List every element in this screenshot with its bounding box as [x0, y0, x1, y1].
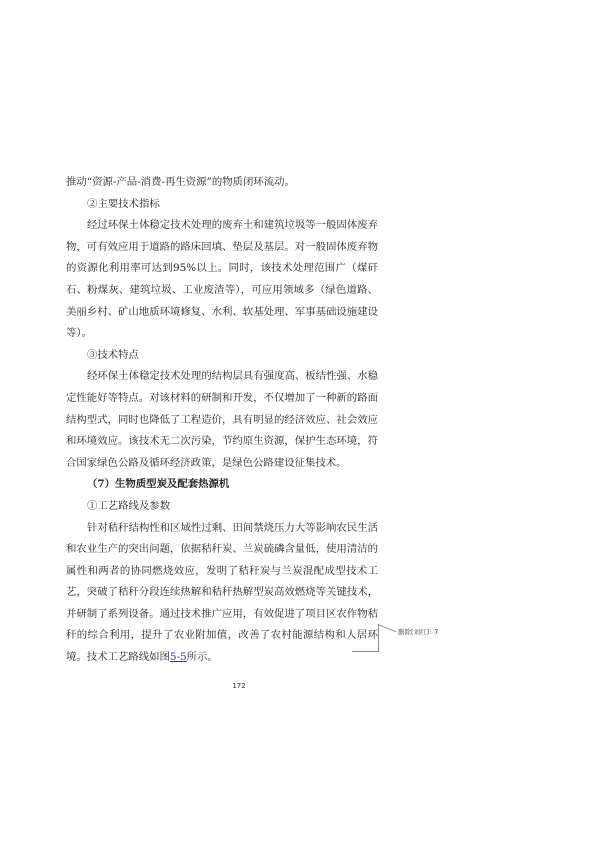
review-comment-balloon[interactable] — [398, 624, 488, 640]
body-text — [66, 172, 378, 669]
paragraph-process — [66, 518, 378, 669]
comment-connector-diagonal — [378, 624, 397, 632]
paragraph-process-end: 所示。 — [186, 651, 218, 664]
comment-connector-horizontal — [352, 651, 378, 652]
paragraph-closing-loop: 推动“资源-产品-消费-再生资源”的物质闭环流动。 — [66, 176, 295, 188]
figure-reference-link[interactable]: 5-5 — [169, 651, 187, 664]
subheading-main-indicators: ②主要技术指标 — [87, 197, 160, 210]
section-title-biomass: （7）生物质型炭及配套热源机 — [87, 478, 230, 491]
comment-label: 删除[刘红]: — [398, 628, 432, 636]
subheading-tech-features: ③技术特点 — [87, 348, 139, 361]
subheading-process-route: ①工艺路线及参数 — [87, 499, 171, 512]
paragraph-features: 经环保土体稳定技术处理的结构层具有强度高、板结性强、水稳定性能好等特点。对该材料的研制和开发，不仅增加了一种新的路面结构型式，同时也降低了工程造价，具有明显的经济效应、社会效应和环境效应。该技术无二次污染，节约原生资源，保护生态环境，符合国家绿色公路及循环经济政策，是绿色公路建设征集技术。 — [66, 370, 378, 469]
comment-value: 7 — [434, 628, 439, 636]
comment-connector-vertical — [378, 624, 379, 652]
paragraph-indicators: 经过环保土体稳定技术处理的废弃土和建筑垃圾等一般固体废弃物，可有效应用于道路的路床回填、垫层及基层。对一般固体废弃物的资源化利用率可达到95%以上。同时，该技术处理范围广（煤矸石、粉煤灰、建筑垃圾、工业废渣等），可应用领域多（绿色道路、美丽乡村、矿山地质环境修复、水利、软基处理、军事基础设施建设等）。 — [66, 219, 378, 340]
page-number: 172 — [232, 682, 246, 690]
paragraph-process-text: 针对秸秆结构性和区域性过剩、田间禁烧压力大等影响农民生活和农业生产的突出问题，依据秸秆炭、兰炭硫磷含量低，使用清洁的属性和两者的协同燃烧效应，发明了秸秆炭与兰炭混配成型技术工艺，突破了秸秆分段连续热解和秸秆热解型炭高效燃烧等关键技术，并研制了系列设备。通过技术推广应用，有效促进了项目区农作物秸秆的综合利用，提升了农业附加值，改善了农村能源结构和人居环境。技术工艺路线如图 — [66, 521, 378, 664]
